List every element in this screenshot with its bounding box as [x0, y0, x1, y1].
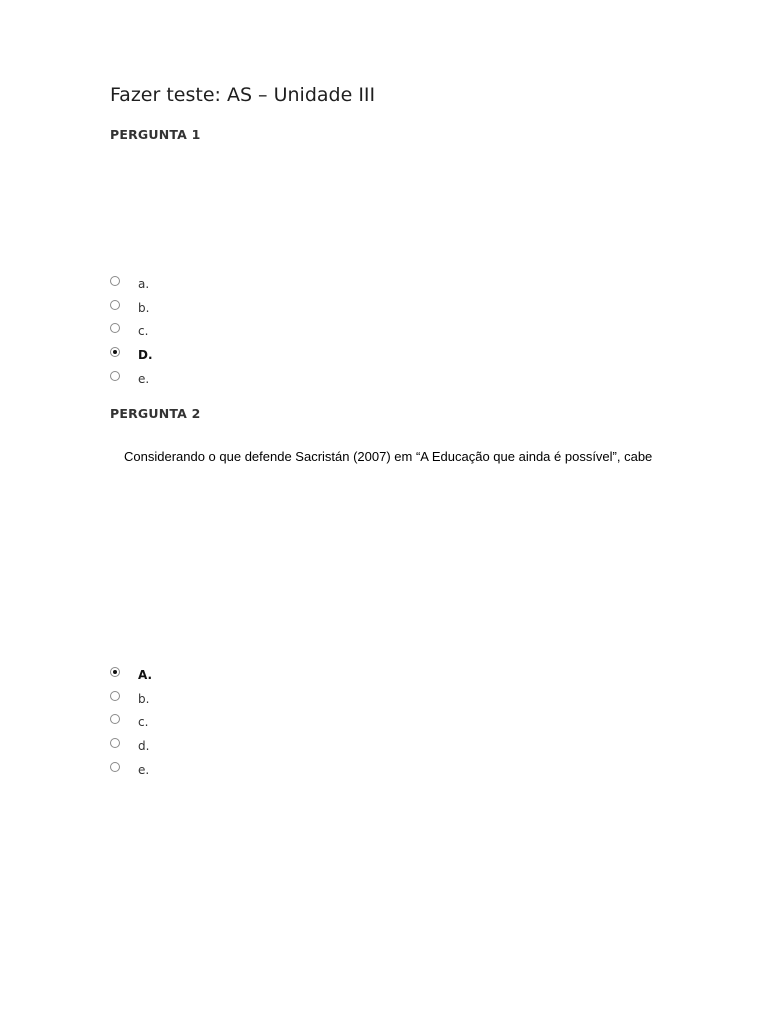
radio-button[interactable]: [110, 323, 120, 333]
radio-button[interactable]: [110, 300, 120, 310]
question-1-option-b[interactable]: [110, 296, 153, 320]
question-2-text: Considerando o que defende Sacristán (2007) em “A Educação que ainda é possível”, cabe: [124, 449, 653, 464]
option-label: A.: [138, 667, 153, 682]
question-1-option-d[interactable]: [110, 343, 153, 367]
option-label: D.: [138, 348, 153, 363]
option-label: e.: [138, 372, 150, 387]
option-label: b.: [138, 691, 150, 706]
radio-button[interactable]: [110, 276, 120, 286]
question-2-option-c[interactable]: [110, 711, 152, 735]
question-2-options: [110, 663, 152, 782]
question-1-heading: PERGUNTA 1: [110, 127, 201, 142]
radio-button-selected[interactable]: [110, 667, 120, 677]
option-label: c.: [138, 715, 149, 730]
option-label: b.: [138, 300, 150, 315]
question-1-option-a[interactable]: [110, 272, 153, 296]
question-2-option-d[interactable]: [110, 734, 152, 758]
radio-button[interactable]: [110, 691, 120, 701]
radio-button[interactable]: [110, 371, 120, 381]
option-label: d.: [138, 739, 150, 754]
question-2-option-e[interactable]: [110, 758, 152, 782]
question-1-option-e[interactable]: [110, 367, 153, 391]
question-1-option-c[interactable]: [110, 320, 153, 344]
radio-button[interactable]: [110, 738, 120, 748]
option-label: c.: [138, 324, 149, 339]
option-label: a.: [138, 276, 150, 291]
radio-button[interactable]: [110, 762, 120, 772]
question-2-option-a[interactable]: [110, 663, 152, 687]
question-1-options: [110, 272, 153, 391]
option-label: e.: [138, 763, 150, 778]
radio-button-selected[interactable]: [110, 347, 120, 357]
radio-button[interactable]: [110, 714, 120, 724]
question-2-option-b[interactable]: [110, 687, 152, 711]
question-2-heading: PERGUNTA 2: [110, 406, 201, 421]
page-title: Fazer teste: AS – Unidade III: [110, 84, 376, 106]
